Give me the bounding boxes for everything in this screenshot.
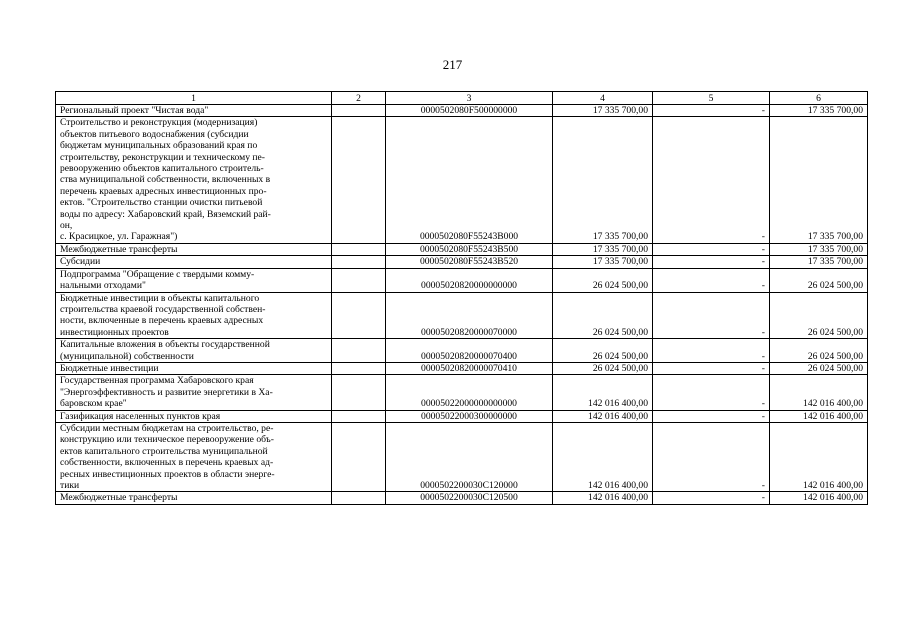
row-name-line: Подпрограмма "Обращение с твердыми комму- [60,268,255,280]
row-name-line: воды по адресу: Хабаровский край, Вяземский рай- [60,208,271,220]
row-code-cell [332,410,386,422]
row-kbk-cell: 00005020820000070400 [386,339,553,363]
row-name-cell [56,256,332,268]
row-change-cell: - [653,362,770,374]
row-change-cell: - [653,339,770,363]
row-amount-cell: 17 335 700,00 [553,105,653,117]
row-amount-cell: 17 335 700,00 [553,256,653,268]
table-row [56,243,868,255]
row-total-cell: 26 024 500,00 [770,339,868,363]
table-row [56,256,868,268]
row-amount-cell: 142 016 400,00 [553,410,653,422]
table-row [56,410,868,422]
table-row [56,268,868,292]
row-name-line: конструкцию или техническое перевооружение объ- [60,434,274,446]
row-amount-cell: 142 016 400,00 [553,492,653,504]
row-name-cell [56,375,332,410]
row-amount-cell: 26 024 500,00 [553,362,653,374]
page-number: 217 [442,57,463,72]
row-total-cell: 17 335 700,00 [770,256,868,268]
row-amount-cell: 26 024 500,00 [553,339,653,363]
row-code-cell [332,256,386,268]
table-row [56,105,868,117]
row-name-line: Межбюджетные трансферты [60,243,178,255]
row-name-line: с. Красицкое, ул. Гаражная") [60,231,178,243]
row-code-cell [332,268,386,292]
row-amount-cell: 26 024 500,00 [553,268,653,292]
row-kbk-cell: 00005022000300000000 [386,410,553,422]
table-row [56,362,868,374]
row-kbk-cell: 0000502080F55243B520 [386,256,553,268]
row-change-cell: - [653,117,770,243]
row-code-cell [332,492,386,504]
row-name-line: объектов питьевого водоснабжения (субсидии [60,128,249,140]
row-change-cell: - [653,375,770,410]
row-name-line: Строительство и реконструкция (модернизация) [60,117,258,129]
row-change-cell: - [653,292,770,339]
row-total-cell: 26 024 500,00 [770,292,868,339]
row-code-cell [332,292,386,339]
row-name-cell [56,292,332,339]
row-total-cell: 26 024 500,00 [770,268,868,292]
table-row [56,422,868,491]
row-change-cell: - [653,422,770,491]
row-kbk-cell: 0000502080F55243B000 [386,117,553,243]
column-header: 3 [386,92,553,105]
row-change-cell: - [653,410,770,422]
row-kbk-cell: 00005022000000000000 [386,375,553,410]
row-total-cell: 142 016 400,00 [770,492,868,504]
row-name-cell [56,105,332,117]
row-total-cell: 17 335 700,00 [770,243,868,255]
row-name-line: ства муниципальной собственности, включенных в [60,174,271,186]
row-name-line: ности, включенные в перечень краевых адресных [60,315,264,327]
row-change-cell: - [653,243,770,255]
row-amount-cell: 26 024 500,00 [553,292,653,339]
row-total-cell: 26 024 500,00 [770,362,868,374]
row-change-cell: - [653,268,770,292]
row-name-line: нальными отходами" [60,280,146,292]
row-name-cell [56,422,332,491]
row-amount-cell: 142 016 400,00 [553,375,653,410]
budget-table [55,91,868,505]
row-name-line: инвестиционных проектов [60,326,169,338]
table-row [56,292,868,339]
row-code-cell [332,117,386,243]
row-code-cell [332,375,386,410]
row-total-cell: 17 335 700,00 [770,105,868,117]
table-body [56,105,868,505]
row-name-cell [56,339,332,363]
column-header: 4 [553,92,653,105]
row-name-line: Субсидии местным бюджетам на строительство, ре- [60,422,274,434]
row-name-line: ревооружению объектов капитального строитель- [60,163,264,175]
row-kbk-cell: 0000502080F55243B500 [386,243,553,255]
row-name-line: (муниципальной) собственности [60,350,194,362]
row-name-line: баровском крае" [60,398,127,410]
column-header: 5 [653,92,770,105]
row-name-line: Государственная программа Хабаровского края [60,375,254,387]
row-name-line: ресных инвестиционных проектов в области энерге- [60,468,275,480]
row-kbk-cell: 0000502200030С120500 [386,492,553,504]
row-name-cell [56,268,332,292]
row-name-cell [56,117,332,243]
row-name-line: перечень краевых адресных инвестиционных про- [60,185,267,197]
row-name-line: Бюджетные инвестиции в объекты капитального [60,292,260,304]
row-change-cell: - [653,256,770,268]
row-kbk-cell: 0000502200030С120000 [386,422,553,491]
column-header: 6 [770,92,868,105]
row-name-cell [56,492,332,504]
row-name-cell [56,362,332,374]
row-code-cell [332,339,386,363]
row-name-line: бюджетам муниципальных образований края по [60,140,258,152]
row-amount-cell: 17 335 700,00 [553,243,653,255]
row-name-line: Капитальные вложения в объекты государственной [60,339,270,351]
row-name-cell [56,410,332,422]
row-name-line: "Энергоэффективность и развитие энергетики в Ха- [60,386,273,398]
row-name-line: Региональный проект "Чистая вода" [60,105,209,116]
row-name-line: он, [60,220,73,232]
row-name-line: строительства краевой государственной собствен- [60,303,266,315]
row-name-line: ектов капитального строительства муниципальной [60,445,268,457]
row-code-cell [332,422,386,491]
row-name-line: Бюджетные инвестиции [60,362,159,374]
row-kbk-cell: 00005020820000070000 [386,292,553,339]
row-name-line: Газификация населенных пунктов края [60,410,221,422]
table-row [56,492,868,504]
row-kbk-cell: 00005020820000000000 [386,268,553,292]
row-name-line: собственности, включенных в перечень краевых ад- [60,457,274,469]
row-amount-cell: 17 335 700,00 [553,117,653,243]
table-row [56,339,868,363]
row-change-cell: - [653,492,770,504]
row-name-line: Межбюджетные трансферты [60,492,178,504]
row-total-cell: 142 016 400,00 [770,422,868,491]
row-code-cell [332,362,386,374]
row-kbk-cell: 00005020820000070410 [386,362,553,374]
table-row [56,117,868,243]
row-name-line: строительству, реконструкции и техническому пе- [60,151,265,163]
row-amount-cell: 142 016 400,00 [553,422,653,491]
row-name-cell [56,243,332,255]
row-total-cell: 17 335 700,00 [770,117,868,243]
row-name-line: тики [60,480,80,491]
column-header: 1 [56,92,332,105]
row-total-cell: 142 016 400,00 [770,375,868,410]
row-kbk-cell: 0000502080F500000000 [386,105,553,117]
row-total-cell: 142 016 400,00 [770,410,868,422]
row-name-line: Субсидии [60,256,101,268]
header-row [56,92,868,105]
row-code-cell [332,243,386,255]
row-name-line: ектов. "Строительство станции очистки питьевой [60,197,263,209]
row-change-cell: - [653,105,770,117]
table-row [56,375,868,410]
column-header: 2 [332,92,386,105]
row-code-cell [332,105,386,117]
